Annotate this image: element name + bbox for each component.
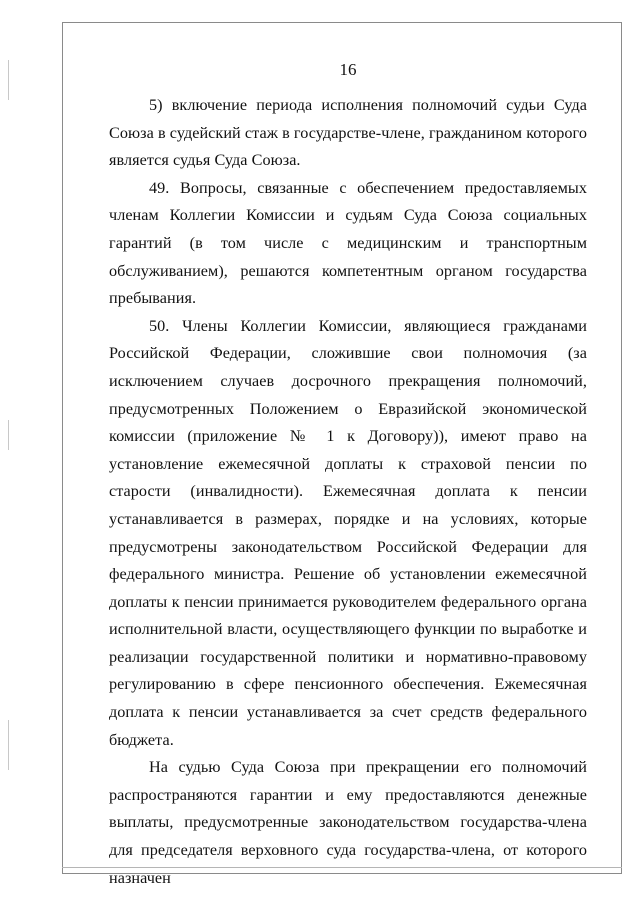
paragraph: 50. Члены Коллегии Комиссии, являющиеся гражданами Российской Федерации, сложившие свои полномочия (за исключением случаев досрочного прекращения полномочий, предусмотренных Положением о Евразийской экономической комиссии (приложение № 1 к Договору)), имеют право на установление ежемесячной доплаты к страховой пенсии по старости (инвалидности). Ежемесячная доплата к пенсии устанавливается в размерах, порядке и на условиях, которые предусмотрены законодательством Российской Федерации для федерального министра. Решение об установлении ежемесячной доплаты к пенсии принимается руководителем федерального органа исполнительной власти, осуществляющего функции по выработке и реализации государственной политики и нормативно-правовому регулированию в сфере пенсионного обеспечения. Ежемесячная доплата к пенсии устанавливается за счет средств федерального бюджета.	[109, 316, 587, 749]
document-body	[109, 60, 587, 892]
paragraph: 49. Вопросы, связанные с обеспечением предоставляемых членам Коллегии Комиссии и судьям Суда Союза социальных гарантий (в том числе с медицинским и транспортным обслуживанием), решаются компетентным органом государства пребывания.	[109, 178, 587, 308]
scan-margin-mark	[8, 420, 9, 450]
scan-margin-mark	[8, 60, 9, 100]
footer-rule	[62, 867, 622, 868]
paragraph: 5) включение периода исполнения полномочий судьи Суда Союза в судейский стаж в государстве-члене, гражданином которого является судья Суда Союза.	[109, 96, 587, 170]
paragraph: На судью Суда Союза при прекращении его полномочий распространяются гарантии и ему предоставляются денежные выплаты, предусмотренные законодательством государства-члена для председателя верховного суда государства-члена, от которого назначен	[109, 758, 587, 887]
scan-margin-mark	[8, 720, 9, 770]
page-number: 16	[339, 60, 357, 79]
